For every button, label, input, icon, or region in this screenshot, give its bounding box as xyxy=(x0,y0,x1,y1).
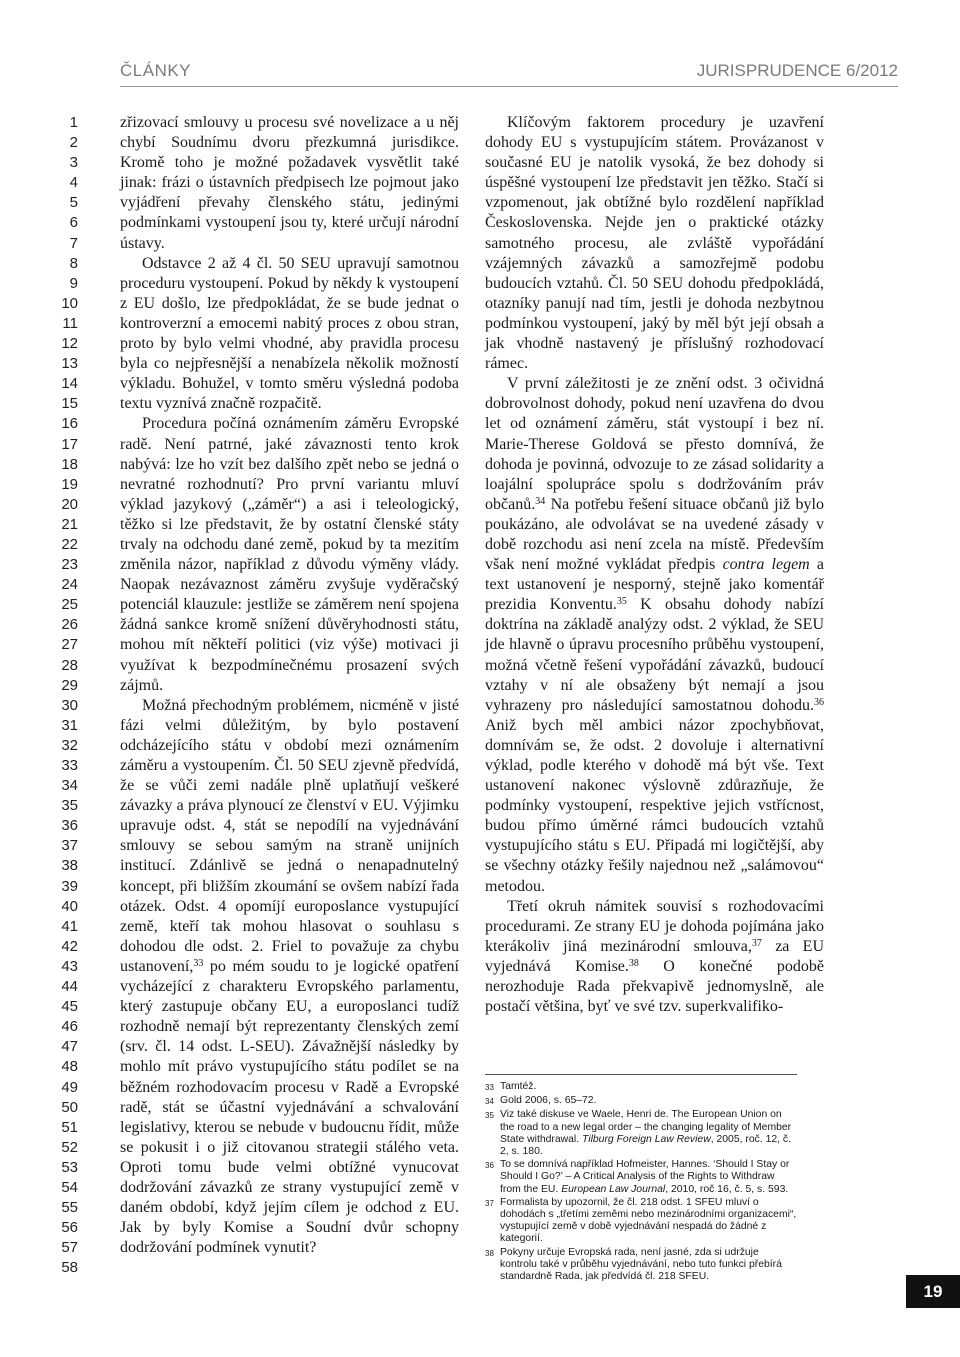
footnote-ref-38[interactable]: 38 xyxy=(628,957,639,969)
line-number: 42 xyxy=(61,937,78,955)
footnote-ref-36[interactable]: 36 xyxy=(814,696,824,708)
line-number: 39 xyxy=(61,877,78,895)
line-numbers xyxy=(38,113,78,1278)
paragraph: Klíčovým faktorem procedury je uzavření dohody EU s vystupujícím státem. Provázanost v současné EU je natolik vysoká, že bez dohody si úspěšné vystoupení lze představit jen těžko. Stačí si vzpomenout, jak obtížné bylo rozdělení například Československa. Nejde jen o praktické otázky samotného procesu, ale zvláště vypořádání vzájemných závazků a samozřejmě podobu budoucích vztahů. Čl. 50 SEU dohodu předpokládá, otazníky panují nad tím, jestli je dohoda nezbytnou podmínkou vystoupení, jaký by měl být její obsah a jak vhodně nastavený je příslušný rozhodovací rámec. xyxy=(485,114,824,373)
line-number: 7 xyxy=(69,234,78,252)
paragraph xyxy=(485,374,824,896)
line-number: 57 xyxy=(61,1239,78,1257)
line-number: 33 xyxy=(61,757,78,774)
footnote-number: 34 xyxy=(485,1097,494,1107)
line-number: 14 xyxy=(61,375,78,393)
line-number: 32 xyxy=(61,736,78,754)
left-column xyxy=(120,113,459,1258)
line-number: 6 xyxy=(69,214,78,232)
line-number: 36 xyxy=(61,817,78,835)
line-number: 28 xyxy=(61,656,78,674)
footnote-text: Formalista by upozornil, že čl. 218 odst. 1 SFEU mluví o dohodách s „třetími zeměmi nebo mezinárodními organizacemi“, vystupující země v době vyjednávání nespadá do žádné z kategorií. xyxy=(500,1196,797,1245)
footnote-33 xyxy=(485,1081,797,1094)
footnotes xyxy=(485,1074,797,1284)
line-number: 19 xyxy=(61,475,78,493)
italic-term: contra legem xyxy=(722,556,810,574)
footnote-ref-33[interactable]: 33 xyxy=(193,957,204,969)
footnote-text: Pokyny určuje Evropská rada, není jasné, zda si udržuje kontrolu také v průběhu vyjednávání, nebo tuto funkci přebírá standardně Rada, jak předvídá čl. 218 SFEU. xyxy=(500,1246,782,1283)
footnote-text xyxy=(500,1159,797,1196)
section-title: ČLÁNKY xyxy=(120,61,192,80)
paragraph: Odstavce 2 až 4 čl. 50 SEU upravují samotnou proceduru vystoupení. Pokud by někdy k vystoupení z EU došlo, lze předpokládat, že se bude jednat o kontroverzní a emocemi nabitý proces z obou stran, proto by bylo velmi vhodné, aby pravidla procesu byla co nejpřesnější a nenabízela několik možností výkladu. Bohužel, v tomto směru výsledná podoba textu vyznívá značně rozpačitě. xyxy=(120,254,459,413)
line-number: 16 xyxy=(61,415,78,433)
footnote-text-part: , 2010, roč 16, č. 5, s. 593. xyxy=(665,1183,789,1195)
footnote-ref-35[interactable]: 35 xyxy=(616,596,627,608)
footnote-37 xyxy=(485,1197,797,1246)
footnote-number: 37 xyxy=(485,1198,494,1208)
line-number: 54 xyxy=(61,1178,78,1196)
paragraph-text: K obsahu dohody nabízí doktrína na základě analýzy odst. 2 výklad, že SEU jde hlavně o úpravu procesního průběhu vystoupení, možná včetně řešení vypořádání závazků, budoucí vztahy v ní ale obsaženy být nemají a jsou vyhrazeny pro následující samostatnou dohodu. xyxy=(485,596,824,714)
page-number: 19 xyxy=(906,1275,960,1308)
line-number: 18 xyxy=(61,455,78,473)
line-number: 11 xyxy=(62,314,78,332)
footnote-ref-37[interactable]: 37 xyxy=(751,937,762,949)
line-number: 46 xyxy=(61,1018,78,1036)
paragraph: zřizovací smlouvy u procesu své novelizace a u něj chybí Soudnímu dvoru přezkumná jurisdikce. Kromě toho je možné požadavek vysvětlit také jinak: frázi o ústavních předpisech lze pojmout jako vyjádření převahy členského státu, jedinými podmínkami vystoupení jsou ty, které určují národní ústavy. xyxy=(120,114,459,252)
line-number: 58 xyxy=(61,1259,78,1277)
line-number: 53 xyxy=(61,1158,78,1176)
paragraph-text: V první záležitosti je ze znění odst. 3 očividná dobrovolnost dohody, pokud není uzavřena do dvou let od oznámení záměru, stát vystoupí i bez ní. Marie-Therese Goldová se přesto domnívá, že dohoda je povinná, odvozuje to ze zásad solidarity a loajální spolupráce spolu s dodržováním práv občanů. xyxy=(485,375,824,513)
line-number: 2 xyxy=(69,134,78,152)
line-number: 48 xyxy=(61,1058,78,1076)
line-number: 5 xyxy=(69,194,78,212)
line-number: 45 xyxy=(61,998,78,1016)
footnote-34 xyxy=(485,1095,797,1108)
paragraph-text: Možná přechodným problémem, nicméně v jisté fázi velmi důležitým, by bylo postavení odcházejícího státu v období mezi oznámením záměru a vystoupením. Čl. 50 SEU zjevně předvídá, že se vůči zemi nadále plně uplatňují veškeré závazky a práva plynoucí ze členství v EU. Výjimku upravuje odst. 4, stát se nepodílí na vyjednávání smlouvy se sebou samým na straně unijních institucí. Zdánlivě se jedná o nenapadnutelný koncept, při bližším zkoumání se ovšem nabízí řada otázek. Odst. 4 opomíjí europoslance vystupující země, kteří tak mohou hlasovat o souhlasu s dohodou dle odst. 2. Friel to považuje za chybu ustanovení, xyxy=(120,696,459,975)
paragraph-text: Třetí okruh námitek souvisí s rozhodovacími procedurami. Ze strany EU je dohoda pojímána jako kterákoliv jiná mezinárodní smlouva, xyxy=(485,897,824,955)
line-number: 10 xyxy=(61,294,78,312)
paragraph-text: Aniž bych měl ambici názor zpochybňovat, domnívám se, že odst. 2 dovoluje i alternativní výklad, podle kterého v dohodě má být vše. Text ustanovení nakonec výslovně zdůrazňuje, že podmínky vystoupení, respektive jejich vstřícnost, budou přímo úměrné rámci budoucích vztahů vystupujícího státu s EU. Připadá mi logičtější, aby se všechny otázky řešily najednou než „salámovou“ metodou. xyxy=(485,716,824,895)
line-number: 13 xyxy=(61,355,78,373)
footnote-text-part: Viz také diskuse ve Waele, Henri de. The European Union on the road to a new legal order – the changing legality of Member State withdrawal. xyxy=(500,1109,792,1145)
line-number: 31 xyxy=(61,716,78,734)
footnote-text: Tamtéž. xyxy=(500,1081,537,1092)
footnote-text-part: To se domnívá například Hofmeister, Hannes. ‘Should I Stay or Should I Go?’ – A Critical Analysis of the Rights to Withdraw from the EU. xyxy=(500,1159,790,1195)
footnote-38 xyxy=(485,1247,797,1284)
line-number: 43 xyxy=(61,957,78,975)
line-number: 23 xyxy=(61,556,78,574)
footnote-number: 35 xyxy=(485,1111,494,1121)
paragraph-text: za EU vyjednává Komise. xyxy=(485,937,825,975)
paragraph-text: Na potřebu řešení situace občanů již bylo poukázáno, ale odvolávat se na uvedené zásady v době rozchodu asi není zcela na místě. Především však není možné vykládat předpis xyxy=(485,495,824,574)
footnote-number: 36 xyxy=(485,1161,494,1171)
line-number: 44 xyxy=(61,978,78,996)
line-number: 24 xyxy=(61,576,78,594)
footnote-ref-34[interactable]: 34 xyxy=(535,495,546,507)
line-number: 25 xyxy=(61,596,78,614)
line-number: 12 xyxy=(61,335,78,353)
line-number: 15 xyxy=(61,395,78,413)
journal-title: JURISPRUDENCE 6/2012 xyxy=(696,61,898,80)
line-number: 22 xyxy=(61,535,78,553)
footnote-number: 33 xyxy=(485,1083,494,1092)
line-number: 41 xyxy=(61,917,78,935)
line-number: 1 xyxy=(69,114,78,131)
footnote-journal: European Law Journal xyxy=(561,1183,666,1195)
line-number: 27 xyxy=(61,636,78,654)
line-number: 26 xyxy=(61,616,78,634)
line-number: 38 xyxy=(61,857,78,875)
line-number: 30 xyxy=(61,696,78,714)
line-number: 17 xyxy=(61,435,78,453)
line-number: 9 xyxy=(69,274,78,292)
line-number: 21 xyxy=(61,515,78,533)
paragraph xyxy=(485,897,824,1018)
footnote-text xyxy=(500,1109,797,1158)
paragraph-text: O konečné podobě nerozhoduje Rada překvapivě jednomyslně, ale postačí většina, byť ve své tzv. superkvalifiko- xyxy=(485,957,824,1016)
line-number: 20 xyxy=(61,495,78,513)
line-number: 35 xyxy=(61,797,78,815)
line-number: 4 xyxy=(69,174,78,192)
footnote-text-part: , 2005, roč. 12, č. 2, s. 180. xyxy=(500,1133,792,1158)
footnote-35 xyxy=(485,1109,797,1158)
line-number: 34 xyxy=(61,777,78,795)
line-number: 29 xyxy=(61,676,78,694)
line-number: 3 xyxy=(69,154,78,172)
footnote-36 xyxy=(485,1159,797,1196)
paragraph-text: a text ustanovení je nesporný, stejně jako komentář prezidia Konventu. xyxy=(485,556,825,614)
footnote-text: Gold 2006, s. 65–72. xyxy=(500,1095,597,1107)
running-header xyxy=(120,58,898,87)
paragraph: Procedura počíná oznámením záměru Evropské radě. Není patrné, jaké závaznosti tento krok nabývá: lze ho vzít bez dalšího zpět nebo se jedná o nevratné rozhodnutí? Pro první variantu mluví výklad jazykový („záměr“) a asi i teleologický, těžko si lze představit, že by ostatní členské státy trvaly na odchodu dané země, pokud by ta mezitím změnila názor, například z důvodu výměny vlády. Naopak nezávaznost záměru zvyšuje vyděračský potenciál klauzule: jestliže se záměrem není spojena žádná sankce kromě snížení důvěryhodnosti státu, mohou mít někteří politici (viz výše) motivaci ji využívat k bezpodmínečnému prosazení svých zájmů. xyxy=(120,415,459,694)
line-number: 50 xyxy=(61,1098,78,1116)
line-number: 8 xyxy=(69,254,78,272)
footnote-number: 38 xyxy=(485,1248,494,1258)
line-number: 49 xyxy=(61,1078,78,1096)
line-number: 51 xyxy=(61,1118,78,1136)
line-number: 47 xyxy=(61,1038,78,1056)
line-number: 55 xyxy=(61,1199,78,1217)
line-number: 52 xyxy=(61,1138,78,1156)
paragraph-text: po mém soudu to je logické opatření vycházející z charakteru Evropského parlamentu, který zastupuje občany EU, a europoslanci tudíž rozhodně nemají být reprezentanty členských zemí (srv. čl. 14 odst. L-SEU). Závažnější následky by mohlo mít právo vystupujícího státu podílet se na běžném rozhodovacím procesu v Radě a Evropské radě, stát se účastní vyjednávání a schvalování legislativy, kterou se nebude v budoucnu řídit, může se pokusit i o již citovanou strategii stálého veta. Oproti tomu bude velmi obtížné vynucovat dodržování závazků ze strany vystupující země v daném období, když jejím cílem je odchod z EU. Jak by byly Komise a Soudní dvůr schopny dodržování podmínek vynutit? xyxy=(120,957,459,1257)
right-column xyxy=(485,113,824,1017)
line-number: 37 xyxy=(61,837,78,855)
line-number: 56 xyxy=(61,1219,78,1237)
line-number: 40 xyxy=(61,897,78,915)
footnote-journal: Tilburg Foreign Law Review xyxy=(582,1133,711,1145)
paragraph xyxy=(120,696,459,1259)
